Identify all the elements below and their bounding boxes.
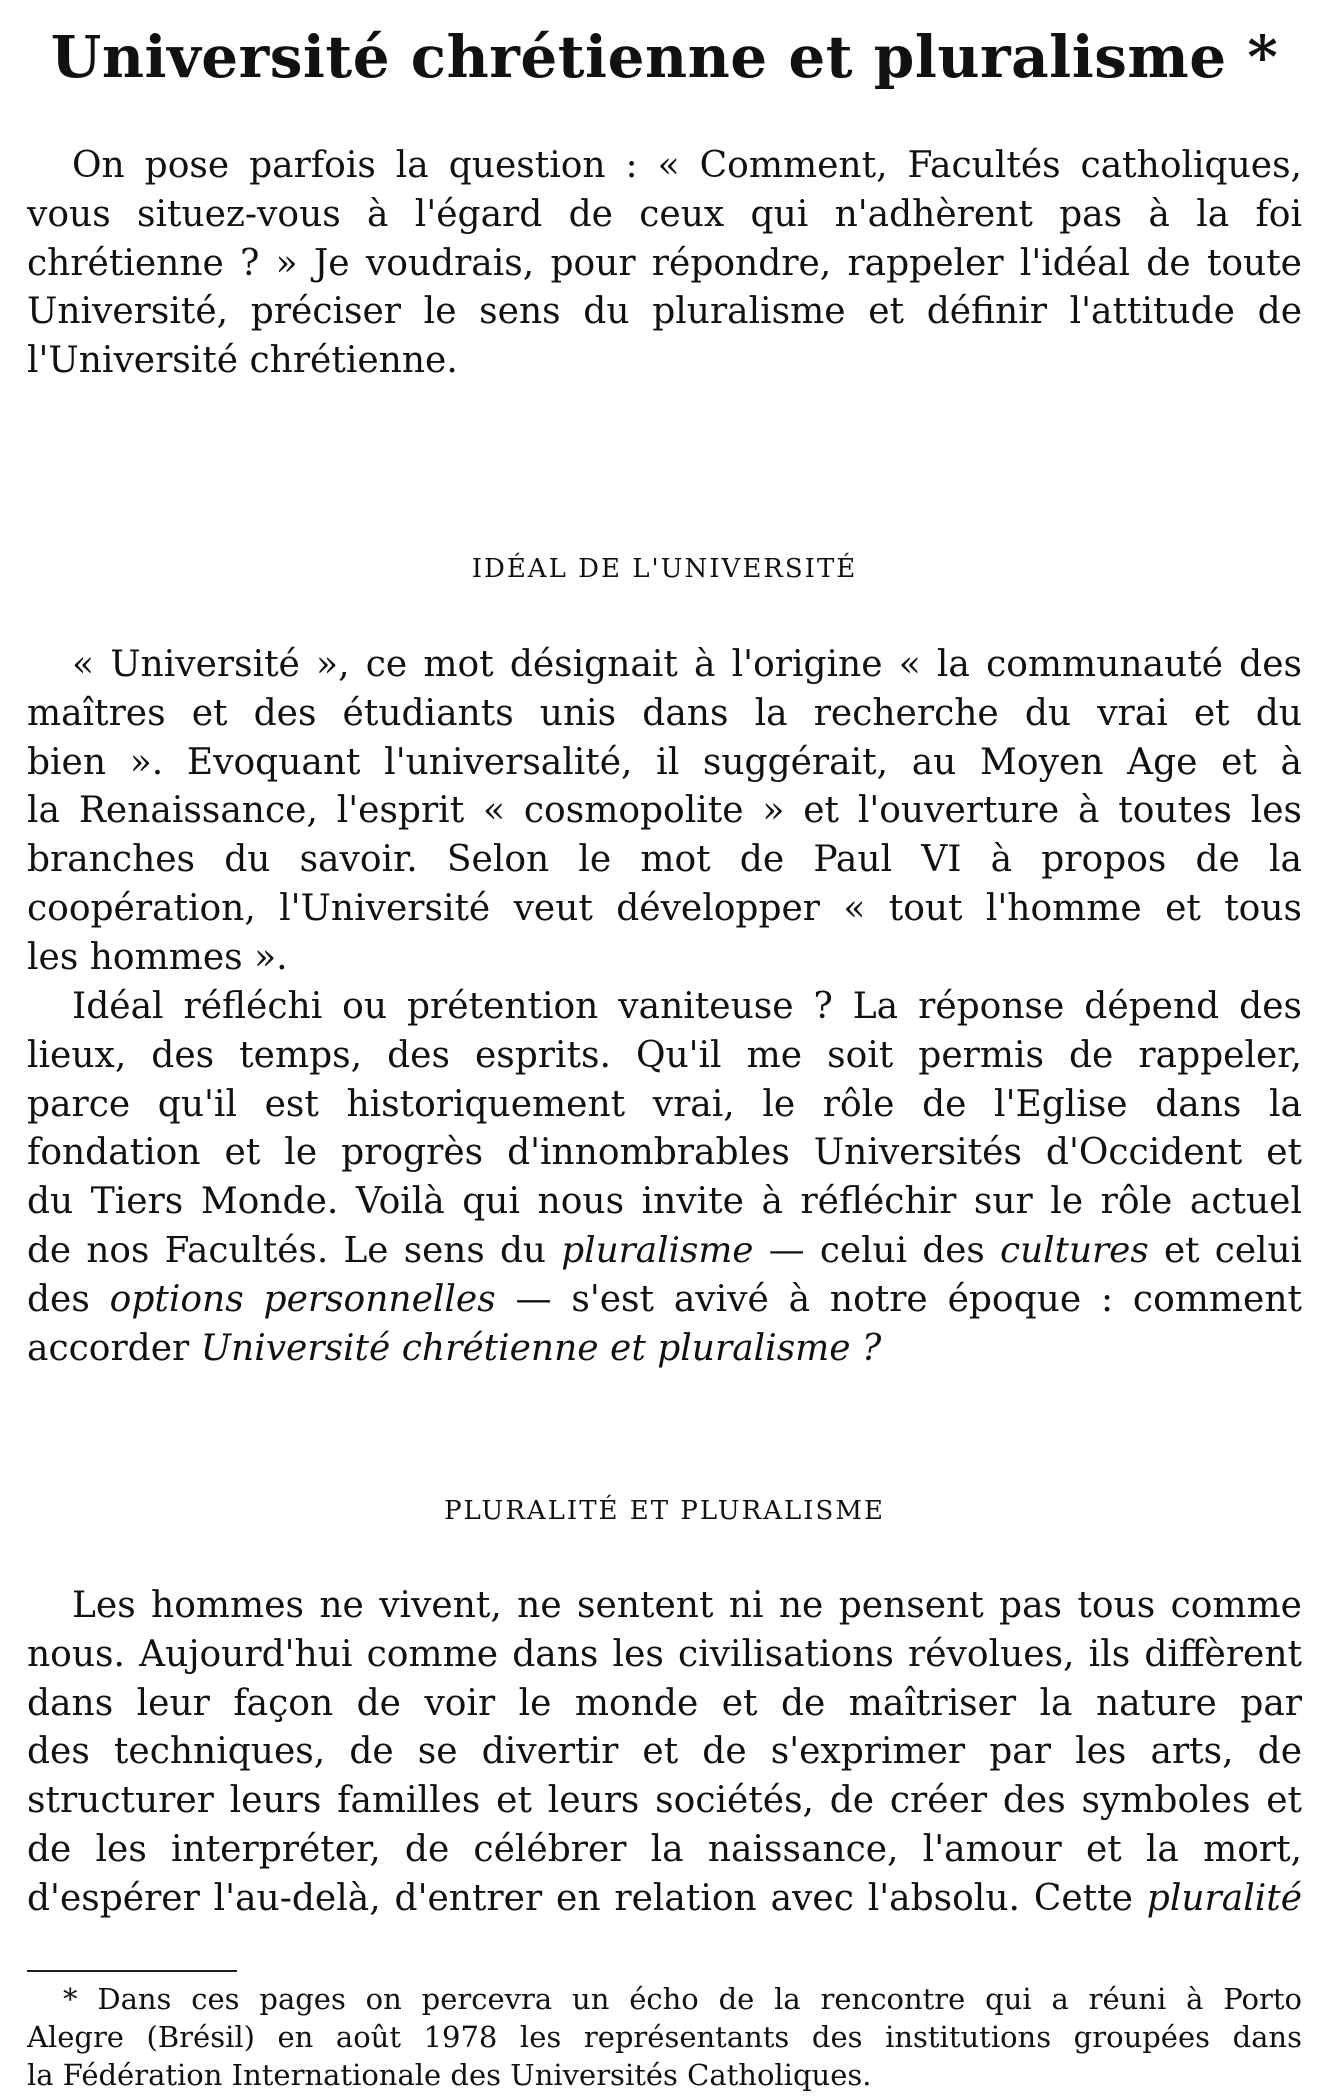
- document-page: [27, 0, 1302, 2100]
- footnote-rule: [27, 1970, 237, 1972]
- text-run: — celui des: [753, 1229, 1001, 1271]
- text-line: vous situez-vous à l'égard de ceux qui n'adhèrent pas à la foi: [27, 193, 1302, 235]
- italic-term-cultures: cultures: [1000, 1229, 1149, 1271]
- text-line: Les hommes ne vivent, ne sentent ni ne pensent pas tous comme: [72, 1585, 1302, 1626]
- text-run: et celui: [1148, 1229, 1302, 1271]
- text-line: [27, 1325, 1302, 1374]
- intro-paragraph: [27, 142, 1302, 386]
- section1-paragraph-1: [27, 641, 1302, 983]
- text-line: du Tiers Monde. Voilà qui nous invite à réfléchir sur le rôle actuel: [27, 1181, 1302, 1223]
- italic-term-options: options personnelles: [109, 1278, 496, 1320]
- section2-paragraph-1: [27, 1582, 1302, 1924]
- article-title: [27, 22, 1302, 92]
- text-line: Idéal réfléchi ou prétention vaniteuse ? La réponse dépend des: [72, 986, 1302, 1027]
- text-line: Université, préciser le sens du pluralisme et définir l'attitude de: [27, 291, 1302, 333]
- text-run: — s'est avivé à notre époque : comment: [495, 1278, 1302, 1320]
- text-line: nous. Aujourd'hui comme dans les civilisations révolues, ils diffèrent: [27, 1633, 1302, 1675]
- footnote-line: Alegre (Brésil) en août 1978 les représentants des institutions groupées dans: [27, 2020, 1302, 2054]
- text-run: des: [27, 1278, 110, 1320]
- text-run: d'espérer l'au-delà, d'entrer en relation avec l'absolu. Cette: [27, 1877, 1147, 1919]
- text-line: la Renaissance, l'esprit « cosmopolite » et l'ouverture à toutes les: [27, 790, 1302, 832]
- text-line: [27, 1227, 1302, 1276]
- section-heading-ideal: IDÉAL DE L'UNIVERSITÉ: [471, 554, 858, 584]
- text-line: coopération, l'Université veut développer « tout l'homme et tous: [27, 887, 1302, 929]
- footnote: [27, 1980, 1302, 2094]
- text-line: [27, 1875, 1302, 1924]
- italic-term-pluralite: pluralité: [1146, 1877, 1302, 1919]
- text-line: les hommes ».: [27, 936, 288, 978]
- text-line: parce qu'il est historiquement vrai, le rôle de l'Eglise dans la: [27, 1083, 1302, 1125]
- text-line: l'Université chrétienne.: [27, 340, 458, 382]
- text-run: de nos Facultés. Le sens du: [27, 1229, 562, 1271]
- section-heading-pluralite: PLURALITÉ ET PLURALISME: [444, 1496, 885, 1526]
- text-line: dans leur façon de voir le monde et de maîtriser la nature par: [27, 1682, 1302, 1724]
- section1-paragraph-2: [27, 983, 1302, 1373]
- text-line: « Université », ce mot désignait à l'origine « la communauté des: [72, 644, 1302, 685]
- text-line: de les interpréter, de célébrer la naissance, l'amour et la mort,: [27, 1828, 1302, 1870]
- text-line: structurer leurs familles et leurs sociétés, de créer des symboles et: [27, 1780, 1302, 1822]
- italic-question: Université chrétienne et pluralisme ?: [200, 1327, 882, 1369]
- text-line: chrétienne ? » Je voudrais, pour répondre, rappeler l'idéal de toute: [27, 242, 1302, 284]
- text-line: des techniques, de se divertir et de s'exprimer par les arts, de: [27, 1731, 1302, 1773]
- footnote-line: la Fédération Internationale des Universités Catholiques.: [27, 2058, 872, 2092]
- footnote-marker: *: [1247, 23, 1279, 91]
- footnote-line: * Dans ces pages on percevra un écho de la rencontre qui a réuni à Porto: [63, 1982, 1302, 2016]
- article-title-text: Université chrétienne et pluralisme: [50, 23, 1227, 91]
- text-line: bien ». Evoquant l'universalité, il suggérait, au Moyen Age et à: [27, 741, 1302, 783]
- text-line: lieux, des temps, des esprits. Qu'il me soit permis de rappeler,: [27, 1034, 1302, 1076]
- text-line: fondation et le progrès d'innombrables Universités d'Occident et: [27, 1132, 1302, 1174]
- text-line: maîtres et des étudiants unis dans la recherche du vrai et du: [27, 692, 1302, 734]
- text-line: branches du savoir. Selon le mot de Paul VI à propos de la: [27, 839, 1302, 881]
- text-run: accorder: [27, 1327, 201, 1369]
- text-line: On pose parfois la question : « Comment, Facultés catholiques,: [72, 145, 1302, 186]
- italic-term-pluralisme: pluralisme: [561, 1229, 754, 1271]
- text-line: [27, 1276, 1302, 1325]
